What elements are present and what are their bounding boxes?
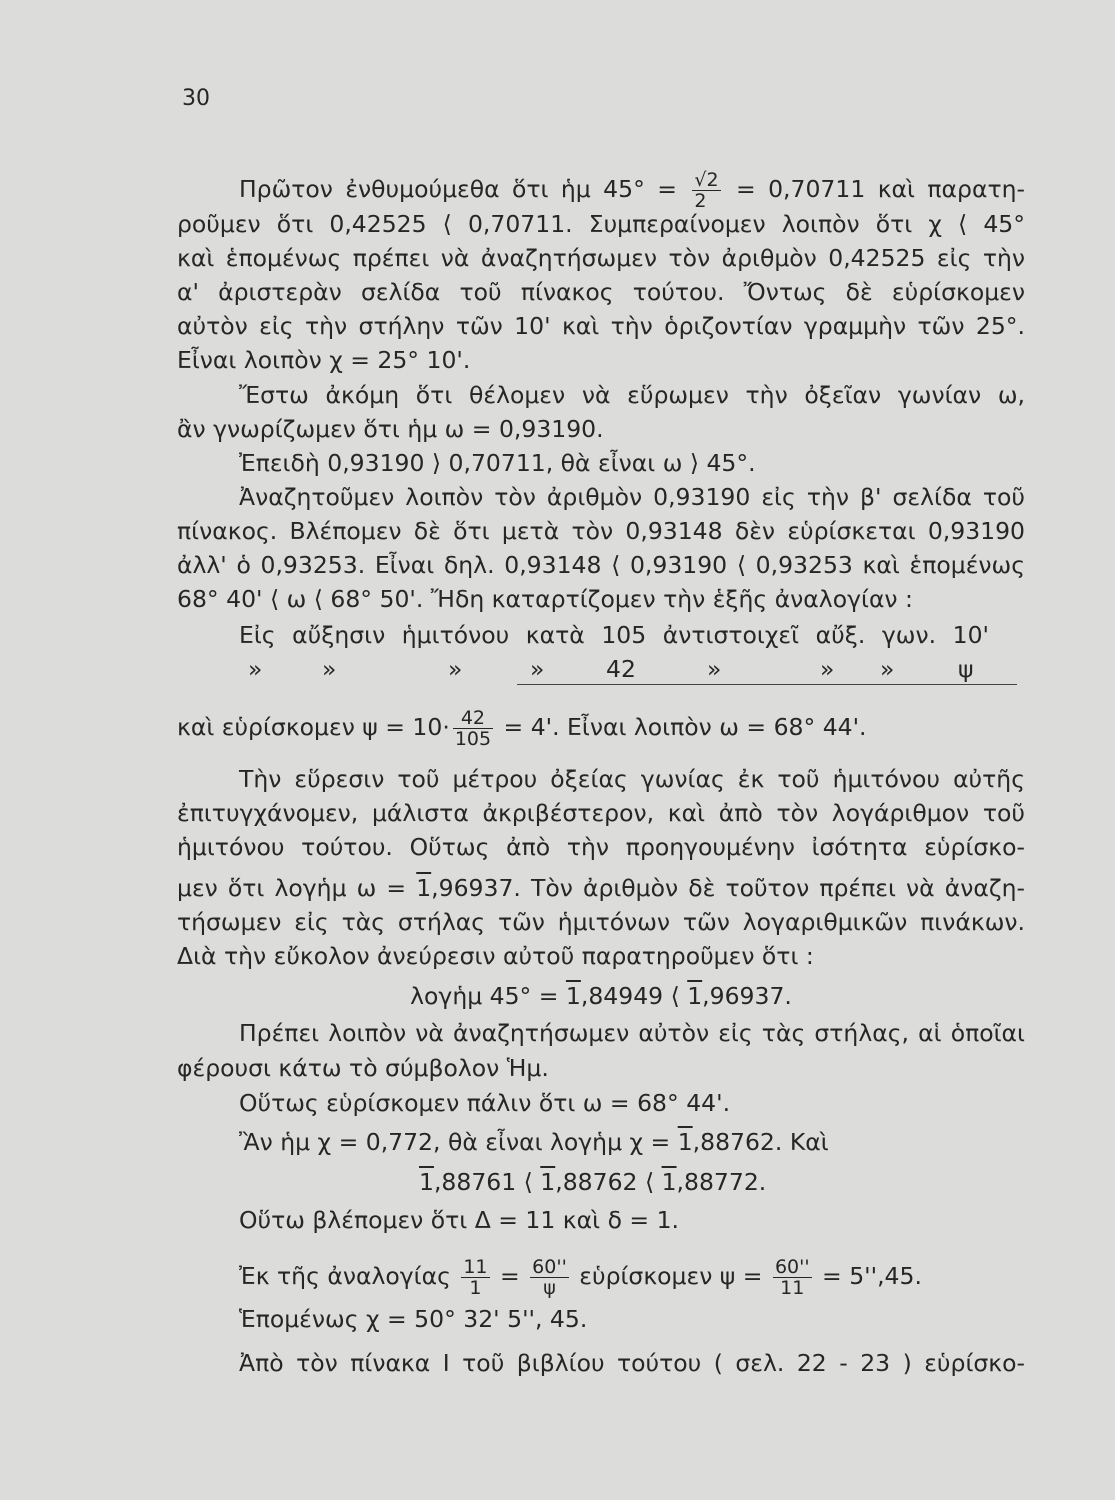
page-number: 30 — [182, 86, 210, 111]
text-line: ἐπιτυγχάνομεν, μάλιστα ἀκριβέστερον, καὶ ἀπὸ τὸν λογάριθμον τοῦ — [177, 799, 1025, 827]
bar-characteristic: 1 — [419, 1168, 434, 1196]
bar-characteristic: 1 — [661, 1168, 677, 1196]
text-line: Διὰ τὴν εὔκολον ἀνεύρεσιν αὐτοῦ παρατηροῦμεν ὅτι : — [177, 942, 814, 970]
text-segment: Ἐκ τῆς ἀναλογίας — [239, 1262, 459, 1290]
text-segment: ,96937. Τὸν ἀριθμὸν δὲ τοῦτον πρέπει νὰ ἀναζη- — [431, 874, 1025, 902]
fraction-denominator: ψ — [543, 1277, 556, 1299]
ditto-mark: » — [248, 655, 263, 683]
text-segment: καὶ εὑρίσκομεν ψ = 10· — [177, 713, 450, 741]
text-line: ἀλλ' ὁ 0,93253. Εἶναι δηλ. 0,93148 ⟨ 0,93190 ⟨ 0,93253 καὶ ἑπομένως — [177, 551, 1025, 579]
bar-characteristic: 1 — [565, 982, 581, 1010]
fraction-numerator: 42 — [453, 708, 493, 729]
text-line — [177, 708, 1025, 749]
fraction — [461, 1257, 489, 1298]
fraction-denominator: 2 — [694, 190, 707, 212]
fraction-numerator: 11 — [463, 1256, 488, 1278]
text-line: Ἑπομένως χ = 50° 32' 5'', 45. — [239, 1305, 588, 1333]
text-line: Ἀπὸ τὸν πίνακα Ι τοῦ βιβλίου τούτου ( σελ. 22 - 23 ) εὑρίσκο- — [239, 1349, 1025, 1377]
text-line: Πρέπει λοιπὸν νὰ ἀναζητήσωμεν αὐτὸν εἰς τὰς στήλας, αἱ ὁποῖαι — [239, 1019, 1025, 1047]
text-segment: = 4'. Εἶναι λοιπὸν ω = 68° 44'. — [496, 713, 867, 741]
fraction-numerator: 60'' — [774, 1256, 810, 1278]
text-line: Ἔστω ἀκόμη ὅτι θέλομεν νὰ εὕρωμεν τὴν ὀξεῖαν γωνίαν ω, — [239, 381, 1025, 409]
text-line — [177, 1257, 1025, 1298]
text-segment: = 5'',45. — [814, 1262, 922, 1290]
proportion-rule — [517, 684, 1017, 685]
ditto-mark: » — [820, 655, 835, 683]
text-segment: ,88762. Καὶ — [692, 1128, 829, 1156]
ditto-mark: » — [322, 655, 337, 683]
text-segment: ,88762 ⟨ — [555, 1168, 662, 1196]
proportion-line: Εἰς αὔξησιν ἡμιτόνου κατὰ 105 ἀντιστοιχεῖ αὔξ. γων. 10' — [239, 621, 989, 649]
text-line — [177, 1167, 1025, 1197]
text-line: καὶ ἑπομένως πρέπει νὰ ἀναζητήσωμεν τὸν ἀριθμὸν 0,42525 εἰς τὴν — [177, 244, 1025, 272]
text-segment: ,96937. — [702, 982, 792, 1010]
text-line: ἂν γνωρίζωμεν ὅτι ἡμ ω = 0,93190. — [177, 415, 604, 443]
bar-characteristic: 1 — [416, 874, 432, 902]
fraction-denominator: 11 — [780, 1277, 805, 1299]
ditto-mark: » — [530, 655, 545, 683]
text-segment: ,88772. — [676, 1168, 767, 1196]
text-line: πίνακος. Βλέπομεν δὲ ὅτι μετὰ τὸν 0,93148 δὲν εὑρίσκεται 0,93190 — [177, 517, 1025, 545]
text-line — [177, 981, 1025, 1011]
text-segment: λογἡμ 45° = — [410, 982, 566, 1010]
text-line: ροῦμεν ὅτι 0,42525 ⟨ 0,70711. Συμπεραίνομεν λοιπὸν ὅτι χ ⟨ 45° — [177, 210, 1025, 238]
text-line: αὐτὸν εἰς τὴν στήλην τῶν 10' καὶ τὴν ὁριζοντίαν γραμμὴν τῶν 25°. — [177, 312, 1025, 340]
text-line: Ἀναζητοῦμεν λοιπὸν τὸν ἀριθμὸν 0,93190 εἰς τὴν β' σελίδα τοῦ — [239, 483, 1025, 511]
ditto-mark: » — [707, 655, 722, 683]
fraction-numerator: 60'' — [532, 1256, 567, 1278]
text-line: Οὕτω βλέπομεν ὅτι Δ = 11 καὶ δ = 1. — [239, 1206, 679, 1234]
text-line: Οὕτως εὑρίσκομεν πάλιν ὅτι ω = 68° 44'. — [239, 1089, 731, 1117]
text-line: Εἶναι λοιπὸν χ = 25° 10'. — [177, 346, 471, 374]
text-line: ἡμιτόνου τούτου. Οὕτως ἀπὸ τὴν προηγουμένην ἰσότητα εὑρίσκο- — [177, 833, 1025, 861]
text-line: α' ἀριστερὰν σελίδα τοῦ πίνακος τούτου. Ὄντως δὲ εὑρίσκομεν — [177, 278, 1025, 306]
text-segment: ,88761 ⟨ — [433, 1168, 541, 1196]
fraction-denominator: 1 — [469, 1277, 482, 1299]
bar-characteristic: 1 — [677, 1128, 693, 1156]
text-line: 68° 40' ⟨ ω ⟨ 68° 50'. Ἤδη καταρτίζομεν τὴν ἑξῆς ἀναλογίαν : — [177, 585, 913, 613]
text-segment: Πρῶτον ἐνθυμούμεθα ὅτι ἡμ 45° = — [239, 175, 690, 203]
text-segment: ,84949 ⟨ — [580, 982, 688, 1010]
text-segment: Ἂν ἡμ χ = 0,772, θὰ εἶναι λογἡμ χ = — [239, 1128, 678, 1156]
bar-characteristic: 1 — [687, 982, 703, 1010]
fraction — [692, 170, 720, 211]
text-segment: μεν ὅτι λογἡμ ω = — [177, 874, 417, 902]
fraction — [453, 708, 493, 749]
text-line: φέρουσι κάτω τὸ σύμβολον Ἡμ. — [177, 1054, 549, 1082]
fraction-numerator: √2 — [694, 169, 719, 191]
proportion-unknown: ψ — [958, 655, 974, 683]
fraction-denominator: 105 — [454, 728, 492, 750]
ditto-mark: » — [448, 655, 463, 683]
fraction — [773, 1257, 812, 1298]
text-segment: εὑρίσκομεν ψ = — [571, 1262, 770, 1290]
bar-characteristic: 1 — [540, 1168, 556, 1196]
text-segment: = — [492, 1262, 528, 1290]
text-line: τήσωμεν εἰς τὰς στήλας τῶν ἡμιτόνων τῶν λογαριθμικῶν πινάκων. — [177, 908, 1025, 936]
text-segment: = 0,70711 καὶ παρατη- — [723, 175, 1025, 203]
proportion-value: 42 — [606, 655, 636, 683]
ditto-mark: » — [880, 655, 895, 683]
text-line: Τὴν εὕρεσιν τοῦ μέτρου ὀξείας γωνίας ἐκ τοῦ ἡμιτόνου αὐτῆς — [239, 765, 1025, 793]
text-line — [177, 1127, 1025, 1157]
fraction — [530, 1257, 569, 1298]
text-line — [177, 873, 1025, 903]
text-line: Ἐπειδὴ 0,93190 ⟩ 0,70711, θὰ εἶναι ω ⟩ 45°. — [239, 449, 756, 477]
text-line — [177, 170, 1025, 211]
